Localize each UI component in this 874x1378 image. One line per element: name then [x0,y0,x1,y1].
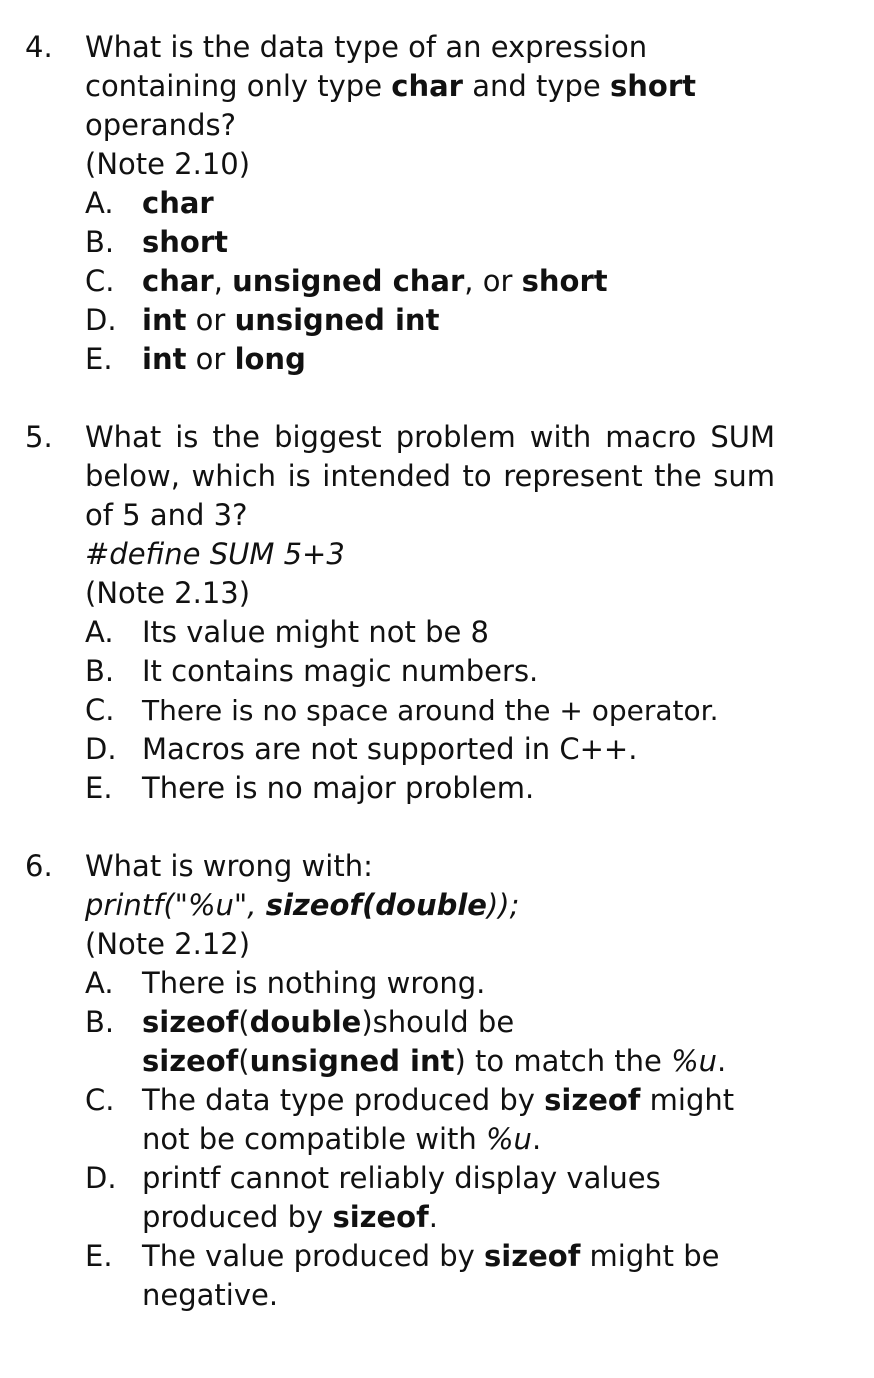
option-letter: C. [85,264,115,298]
option-letter: C. [85,693,115,727]
question-body [85,847,775,1315]
option-c: C. There is no space around the + operator. [85,691,775,730]
option-letter: B. [85,1005,115,1039]
option-letter: C. [85,1083,115,1117]
option-d: D. int or unsigned int [85,301,775,340]
option-letter: E. [85,771,113,805]
option-c: C. char, unsigned char, or short [85,262,775,301]
option-letter: D. [85,303,117,337]
option-a: A. There is nothing wrong. [85,964,775,1003]
question-number: 6. [25,849,53,883]
option-d: D. printf cannot reliably display values produced by sizeof. [85,1161,661,1234]
code-snippet: printf("%u", sizeof(double)); [85,888,520,922]
option-letter: A. [85,966,114,1000]
question-note: (Note 2.13) [85,576,251,610]
option-list [85,613,775,808]
option-letter: D. [85,1161,117,1195]
option-e: E. int or long [85,340,775,379]
question-5 [0,418,874,808]
option-b: B. It contains magic numbers. [85,652,775,691]
option-a: A. Its value might not be 8 [85,613,775,652]
option-e: E. The value produced by sizeof might be negative. [85,1239,720,1312]
option-b: B. short [85,223,775,262]
option-a: A. char [85,184,775,223]
option-list [85,184,775,379]
question-stem: What is the biggest problem with macro SUM below, which is intended to represent the sum of 5 and 3? [85,420,775,532]
option-letter: B. [85,654,115,688]
question-4 [0,28,874,379]
code-snippet: #define SUM 5+3 [85,537,345,571]
option-b: B. sizeof(double)should be sizeof(unsigned int) to match the %u. [85,1005,727,1078]
quiz-page [0,28,874,1354]
option-letter: A. [85,186,114,220]
question-stem: What is wrong with: [85,849,373,883]
question-body [85,418,775,808]
option-letter: D. [85,732,117,766]
option-letter: E. [85,1239,113,1273]
option-e: E. There is no major problem. [85,769,775,808]
question-stem: What is the data type of an expression containing only type char and type short operands? [85,30,696,142]
question-body [85,28,775,379]
question-note: (Note 2.10) [85,147,251,181]
option-d: D. Macros are not supported in C++. [85,730,775,769]
option-letter: A. [85,615,114,649]
option-c: C. The data type produced by sizeof might not be compatible with %u. [85,1083,735,1156]
option-list [85,964,775,1315]
question-note: (Note 2.12) [85,927,251,961]
option-letter: B. [85,225,115,259]
question-number: 4. [25,30,53,64]
question-number: 5. [25,420,53,454]
question-6 [0,847,874,1315]
option-letter: E. [85,342,113,376]
